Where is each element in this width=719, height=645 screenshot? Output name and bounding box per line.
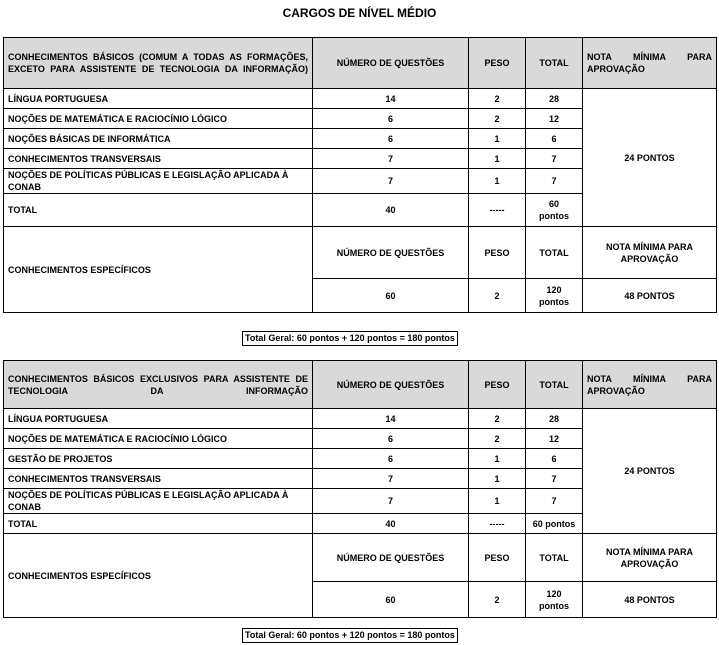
row-weight: 1: [469, 489, 526, 514]
specific-label: CONHECIMENTOS ESPECÍFICOS: [4, 227, 313, 313]
row-subject: NOÇÕES DE POLÍTICAS PÚBLICAS E LEGISLAÇÃO APLICADA À CONAB: [4, 489, 313, 514]
specific-questions: 60: [313, 279, 469, 313]
min-points: 24 PONTOS: [583, 89, 717, 227]
row-total: 7: [526, 469, 583, 489]
total-points: 60 pontos: [526, 514, 583, 534]
specific-min-points: 48 PONTOS: [583, 279, 717, 313]
specific-weight: 2: [469, 582, 526, 618]
header-min-note: NOTA MÍNIMA PARA APROVAÇÃO: [583, 361, 717, 409]
header-subject: CONHECIMENTOS BÁSICOS EXCLUSIVOS PARA ASSISTENTE DE TECNOLOGIA DA INFORMAÇÃO: [4, 361, 313, 409]
total-weight: -----: [469, 514, 526, 534]
row-subject: NOÇÕES DE POLÍTICAS PÚBLICAS E LEGISLAÇÃO APLICADA À CONAB: [4, 169, 313, 194]
row-weight: 2: [469, 409, 526, 429]
header-min-note: NOTA MÍNIMA PARA APROVAÇÃO: [583, 38, 717, 89]
row-total: 6: [526, 449, 583, 469]
row-subject: CONHECIMENTOS TRANSVERSAIS: [4, 149, 313, 169]
row-total: 7: [526, 149, 583, 169]
row-subject: LÍNGUA PORTUGUESA: [4, 409, 313, 429]
row-questions: 6: [313, 109, 469, 129]
page-title: CARGOS DE NÍVEL MÉDIO: [282, 6, 437, 20]
row-questions: 7: [313, 149, 469, 169]
total-questions: 40: [313, 514, 469, 534]
specific-questions: 60: [313, 582, 469, 618]
specific-total-header: TOTAL: [526, 534, 583, 582]
row-questions: 7: [313, 169, 469, 194]
total-label: TOTAL: [4, 514, 313, 534]
specific-questions-header: NÚMERO DE QUESTÕES: [313, 227, 469, 279]
specific-questions-header: NÚMERO DE QUESTÕES: [313, 534, 469, 582]
row-questions: 7: [313, 469, 469, 489]
header-subject: CONHECIMENTOS BÁSICOS (COMUM A TODAS AS FORMAÇÕES, EXCETO PARA ASSISTENTE DE TECNOLOGIA DA INFORMAÇÃO): [4, 38, 313, 89]
header-weight: PESO: [469, 38, 526, 89]
specific-min-points: 48 PONTOS: [583, 582, 717, 618]
row-total: 28: [526, 409, 583, 429]
table-row: [4, 409, 717, 429]
header-total: TOTAL: [526, 361, 583, 409]
specific-header-row: [4, 227, 717, 279]
row-questions: 6: [313, 449, 469, 469]
total-label: TOTAL: [4, 194, 313, 227]
row-weight: 1: [469, 149, 526, 169]
table-basic-common: [3, 37, 717, 313]
specific-label: CONHECIMENTOS ESPECÍFICOS: [4, 534, 313, 618]
row-questions: 6: [313, 429, 469, 449]
row-subject: NOÇÕES BÁSICAS DE INFORMÁTICA: [4, 129, 313, 149]
specific-total: 120 pontos: [526, 279, 583, 313]
row-subject: NOÇÕES DE MATEMÁTICA E RACIOCÍNIO LÓGICO: [4, 429, 313, 449]
row-weight: 1: [469, 129, 526, 149]
row-questions: 14: [313, 89, 469, 109]
row-subject: NOÇÕES DE MATEMÁTICA E RACIOCÍNIO LÓGICO: [4, 109, 313, 129]
row-questions: 14: [313, 409, 469, 429]
row-total: 7: [526, 489, 583, 514]
row-weight: 2: [469, 89, 526, 109]
row-weight: 1: [469, 169, 526, 194]
row-questions: 6: [313, 129, 469, 149]
total-weight: -----: [469, 194, 526, 227]
row-total: 6: [526, 129, 583, 149]
table-header-row: [4, 361, 717, 409]
table-basic-it-assistant: [3, 360, 717, 618]
row-subject: LÍNGUA PORTUGUESA: [4, 89, 313, 109]
table-row: [4, 89, 717, 109]
specific-weight-header: PESO: [469, 534, 526, 582]
specific-weight-header: PESO: [469, 227, 526, 279]
row-weight: 2: [469, 109, 526, 129]
total-points: 60 pontos: [526, 194, 583, 227]
header-total: TOTAL: [526, 38, 583, 89]
row-total: 28: [526, 89, 583, 109]
table-header-row: [4, 38, 717, 89]
row-weight: 2: [469, 429, 526, 449]
row-weight: 1: [469, 469, 526, 489]
specific-header-row: [4, 534, 717, 582]
row-total: 12: [526, 429, 583, 449]
row-total: 12: [526, 109, 583, 129]
row-subject: CONHECIMENTOS TRANSVERSAIS: [4, 469, 313, 489]
min-points: 24 PONTOS: [583, 409, 717, 534]
header-questions: NÚMERO DE QUESTÕES: [313, 38, 469, 89]
row-questions: 7: [313, 489, 469, 514]
row-subject: GESTÃO DE PROJETOS: [4, 449, 313, 469]
specific-weight: 2: [469, 279, 526, 313]
header-weight: PESO: [469, 361, 526, 409]
header-questions: NÚMERO DE QUESTÕES: [313, 361, 469, 409]
specific-total: 120 pontos: [526, 582, 583, 618]
grand-total-note: Total Geral: 60 pontos + 120 pontos = 180 pontos: [242, 331, 458, 346]
row-total: 7: [526, 169, 583, 194]
total-questions: 40: [313, 194, 469, 227]
specific-total-header: TOTAL: [526, 227, 583, 279]
specific-min-header: NOTA MÍNIMA PARA APROVAÇÃO: [583, 227, 717, 279]
grand-total-note: Total Geral: 60 pontos + 120 pontos = 180 pontos: [242, 628, 458, 643]
specific-min-header: NOTA MÍNIMA PARA APROVAÇÃO: [583, 534, 717, 582]
row-weight: 1: [469, 449, 526, 469]
